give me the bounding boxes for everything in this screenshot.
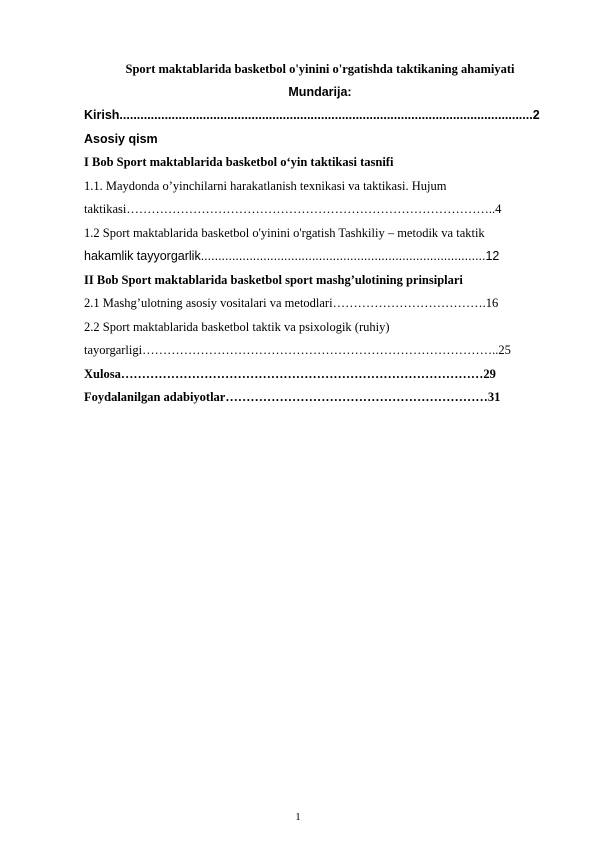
- toc-entry-chapter-2: II Bob Sport maktablarida basketbol sport mashg’ulotining prinsiplari: [84, 273, 463, 287]
- toc-entry-kirish: Kirish.......................................................................................................................2: [84, 108, 540, 122]
- toc-entry-2-2-cont: tayorgarligi…………………………………………………………………………..25: [84, 343, 511, 357]
- toc-entry-adabiyotlar: Foydalanilgan adabiyotlar………………………………………………………31: [84, 390, 501, 404]
- toc-entry-1-2: 1.2 Sport maktablarida basketbol o'yinini o'rgatish Tashkiliy – metodik va taktik: [84, 226, 485, 240]
- toc-entry-1-2-cont: hakamlik tayyorgarlik..................................................................................12: [84, 249, 500, 263]
- toc-entry-1-1-cont: taktikasi……………………………………………………………………………..4: [84, 202, 502, 216]
- toc-entry-2-1: 2.1 Mashg’ulotning asosiy vositalari va metodlari……………………………….16: [84, 296, 499, 310]
- toc-entry-asosiy-qism: Asosiy qism: [84, 132, 158, 146]
- toc-entry-2-2: 2.2 Sport maktablarida basketbol taktik va psixologik (ruhiy): [84, 320, 390, 334]
- contents-heading: Mundarija:: [288, 85, 352, 99]
- page-number: 1: [295, 811, 301, 823]
- toc-entry-1-1: 1.1. Maydonda o’yinchilarni harakatlanish texnikasi va taktikasi. Hujum: [84, 179, 447, 193]
- toc-entry-xulosa: Xulosa……………………………………………………………………………29: [84, 367, 496, 381]
- toc-entry-chapter-1: I Bob Sport maktablarida basketbol o‘yin taktikasi tasnifi: [84, 155, 394, 169]
- document-title: Sport maktablarida basketbol o'yinini o'rgatishda taktikaning ahamiyati: [125, 62, 515, 76]
